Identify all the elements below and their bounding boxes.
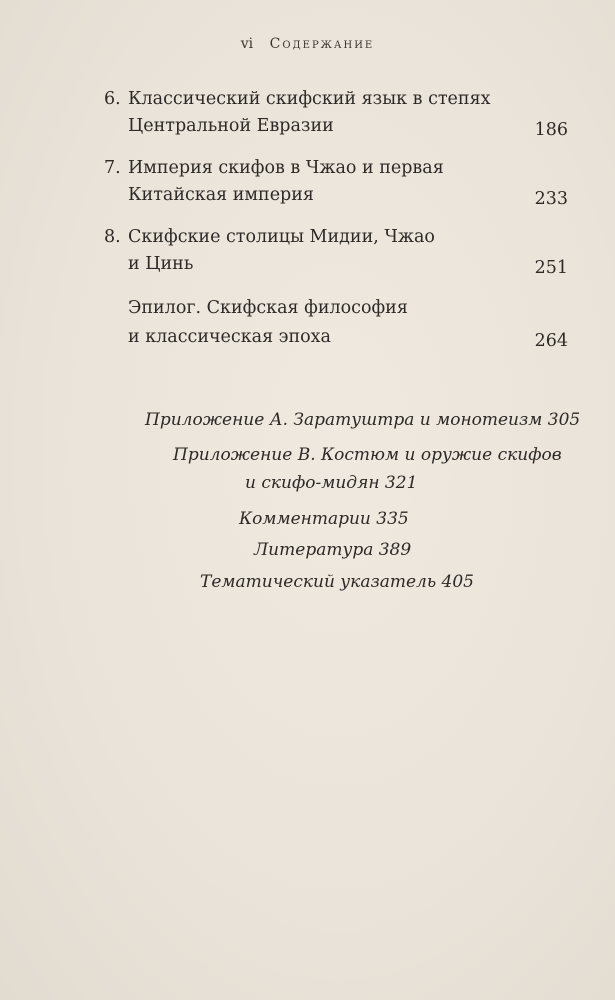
comments-title: Комментарии 335: [239, 509, 409, 529]
epilogue-title-line-2: и классическая эпоха: [128, 327, 331, 347]
appendix-title-line-2: и скифо-мидян 321: [245, 473, 418, 493]
epilogue-title-line-1: Эпилог. Скифская философия: [128, 298, 408, 318]
chapter-page: 233: [534, 189, 568, 209]
chapter-title-line-1: Скифские столицы Мидии, Чжао: [128, 227, 435, 247]
literature-title: Литература 389: [254, 540, 412, 560]
index-title: Тематический указатель 405: [200, 572, 474, 592]
page-number: vi: [240, 36, 254, 52]
chapter-number: 6.: [104, 89, 121, 109]
chapter-number: 8.: [104, 227, 121, 247]
chapter-page: 251: [534, 258, 568, 278]
chapter-title-line-2: Центральной Евразии: [128, 116, 334, 136]
chapter-number: 7.: [104, 158, 121, 178]
appendix-title-line-1: Приложение В. Костюм и оружие скифов: [173, 445, 562, 465]
chapter-title-line-2: и Цинь: [128, 254, 194, 274]
chapter-page: 186: [534, 120, 568, 140]
running-head: [0, 36, 615, 52]
running-title: Содержание: [269, 36, 375, 52]
chapter-title-line-1: Империя скифов в Чжао и первая: [128, 158, 444, 178]
epilogue-page: 264: [534, 331, 568, 351]
chapter-title-line-1: Классический скифский язык в степях: [128, 89, 491, 109]
appendix-title-line-1: Приложение А. Заратуштра и монотеизм 305: [145, 410, 581, 430]
chapter-title-line-2: Китайская империя: [128, 185, 314, 205]
